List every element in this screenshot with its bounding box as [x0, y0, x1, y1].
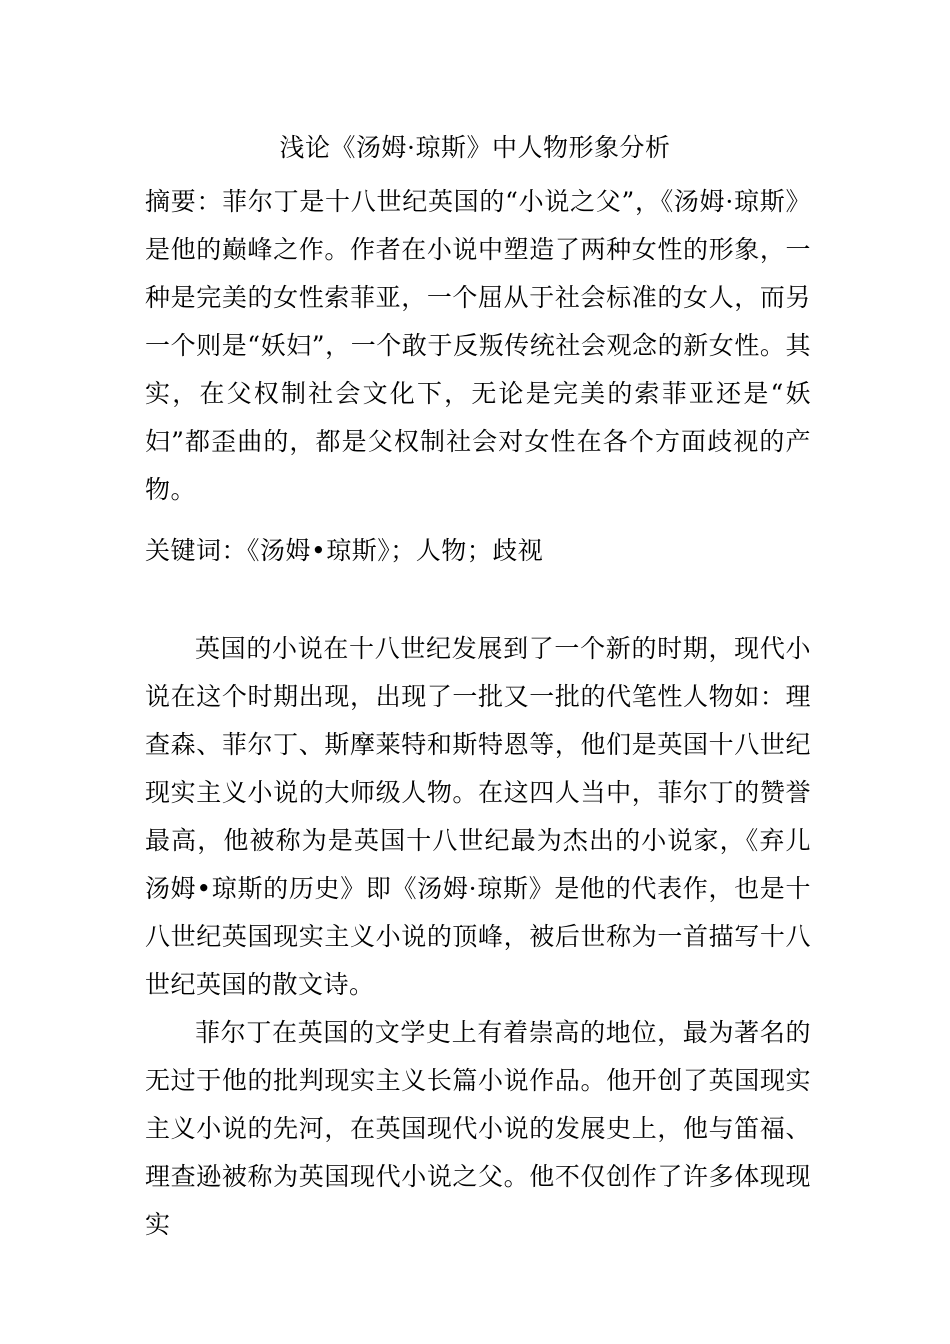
keywords-section: [145, 527, 811, 575]
body-paragraph-2: 菲尔丁在英国的文学史上有着崇高的地位，最为著名的无过于他的批判现实主义长篇小说作品。他开创了英国现实主义小说的先河，在英国现代小说的发展史上，他与笛福、理查逊被称为英国现代小说之父。他不仅创作了许多体现现实: [145, 1018, 811, 1239]
abstract-section: [145, 178, 811, 514]
abstract-label: 摘要：: [145, 187, 223, 216]
body-paragraph-1: 英国的小说在十八世纪发展到了一个新的时期，现代小说在这个时期出现，出现了一批又一批的代笔性人物如：理查森、菲尔丁、斯摩莱特和斯特恩等，他们是英国十八世纪现实主义小说的大师级人物。在这四人当中，菲尔丁的赞誉最高，他被称为是英国十八世纪最为杰出的小说家，《弃儿汤姆•琼斯的历史》即《汤姆·琼斯》是他的代表作，也是十八世纪英国现实主义小说的顶峰，被后世称为一首描写十八世纪英国的散文诗。: [145, 634, 811, 999]
keywords-label: 关键词：: [145, 536, 248, 565]
abstract-text: 菲尔丁是十八世纪英国的“小说之父”，《汤姆·琼斯》是他的巅峰之作。作者在小说中塑造了两种女性的形象，一种是完美的女性索菲亚，一个屈从于社会标准的女人，而另一个则是“妖妇”，一个敢于反叛传统社会观念的新女性。其实，在父权制社会文化下，无论是完美的索菲亚还是“妖妇”都歪曲的，都是父权制社会对女性在各个方面歧视的产物。: [145, 187, 811, 504]
body-text: [145, 625, 811, 1249]
document-title: 浅论《汤姆·琼斯》中人物形象分析: [279, 133, 671, 162]
keywords-text: 《汤姆•琼斯》；人物；歧视: [247, 536, 544, 565]
